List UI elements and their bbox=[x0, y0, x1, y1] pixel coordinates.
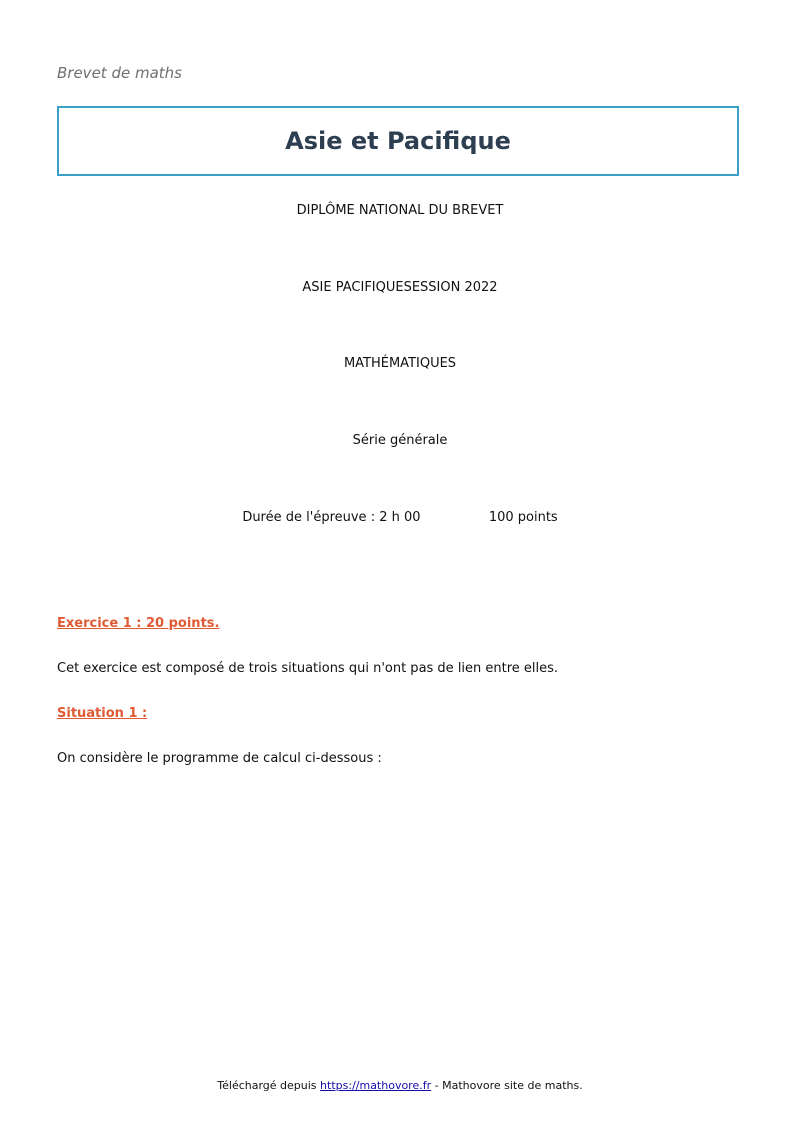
points-text: 100 points bbox=[488, 510, 558, 525]
footer-suffix: - Mathovore site de maths. bbox=[434, 1079, 583, 1092]
situation-heading: Situation 1 : bbox=[57, 706, 148, 721]
cover-line-session: ASIE PACIFIQUESESSION 2022 bbox=[302, 280, 498, 295]
cover-line-diploma: DIPLÔME NATIONAL DU BREVET bbox=[296, 203, 504, 218]
cover-line-series: Série générale bbox=[352, 433, 448, 448]
page-title: Asie et Pacifique bbox=[285, 127, 511, 155]
title-box bbox=[57, 106, 739, 176]
footer-prefix: Téléchargé depuis bbox=[217, 1079, 317, 1092]
document-kicker: Brevet de maths bbox=[57, 64, 182, 82]
exercise-intro: Cet exercice est composé de trois situations qui n'ont pas de lien entre elles. bbox=[57, 661, 559, 676]
situation-text: On considère le programme de calcul ci-dessous : bbox=[57, 751, 382, 766]
cover-line-subject: MATHÉMATIQUES bbox=[343, 356, 457, 371]
page-footer bbox=[0, 1079, 800, 1092]
footer-link[interactable]: https://mathovore.fr bbox=[320, 1079, 432, 1092]
duration-text: Durée de l'épreuve : 2 h 00 bbox=[242, 510, 421, 525]
exercise-heading: Exercice 1 : 20 points. bbox=[57, 616, 220, 631]
duration-row bbox=[0, 510, 800, 525]
